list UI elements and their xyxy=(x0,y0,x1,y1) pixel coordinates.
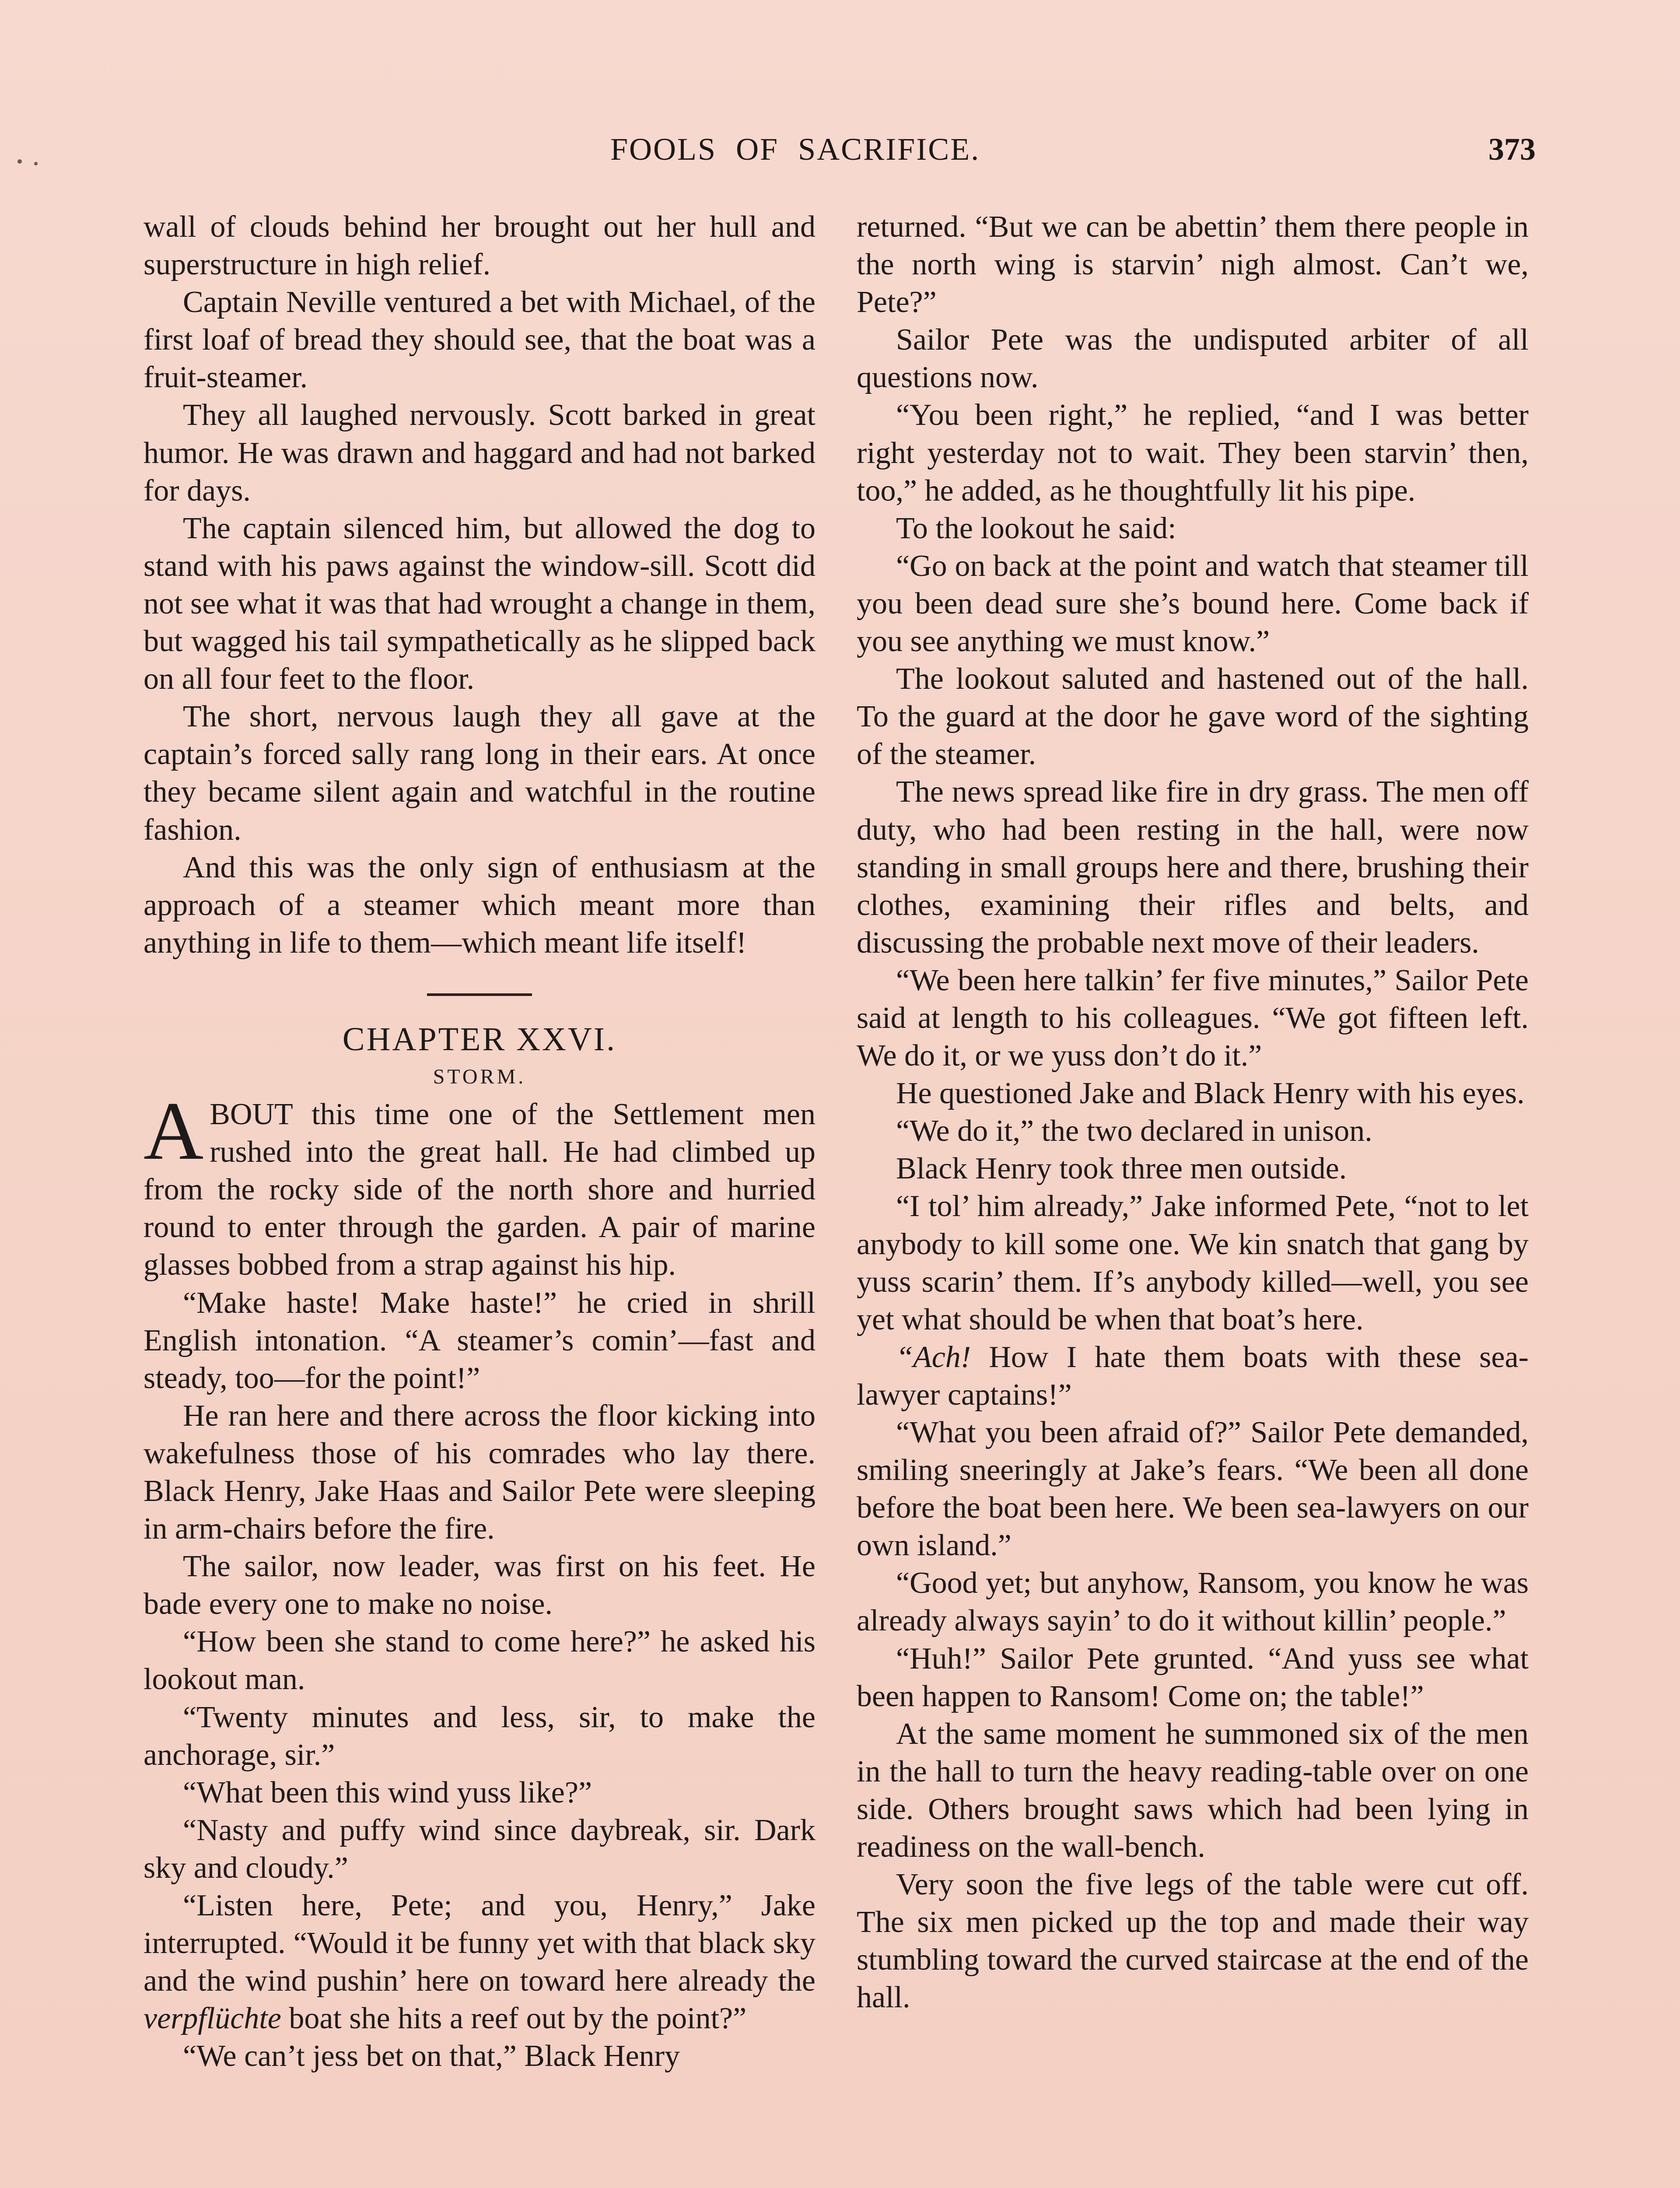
paragraph: And this was the only sign of enthusiasm at the approach of a steamer which meant more than anything in life to them—which meant life itself! xyxy=(144,850,816,960)
paragraph: “Twenty minutes and less, sir, to make the anchorage, sir.” xyxy=(144,1700,816,1772)
paragraph: “Go on back at the point and watch that steamer till you been dead sure she’s bound here. Come back if you see anything we must know.” xyxy=(857,549,1529,659)
paragraph: wall of clouds behind her brought out her hull and superstructure in high relief. xyxy=(144,210,816,282)
paragraph: “What been this wind yuss like?” xyxy=(183,1775,592,1809)
running-head xyxy=(610,131,980,168)
paragraph: The lookout saluted and hastened out of the hall. To the guard at the door he gave word of the sighting of the steamer. xyxy=(857,662,1529,771)
chapter-subtitle: STORM. xyxy=(433,1065,526,1088)
paragraph-text: boat she hits a reef out by the point?” xyxy=(281,2002,747,2036)
paragraph: Captain Neville ventured a bet with Michael, of the first loaf of bread they should see, that the boat was a fruit-steamer. xyxy=(144,285,816,395)
italic-word: verpflüchte xyxy=(144,2002,281,2036)
paragraph: “What you been afraid of?” Sailor Pete demanded, smiling sneeringly at Jake’s fears. “We been all done before the boat been here. We been sea-lawyers on our own island.” xyxy=(857,1416,1529,1563)
paragraph: To the lookout he said: xyxy=(896,511,1176,545)
left-column xyxy=(144,208,816,2076)
chapter-first-paragraph xyxy=(144,1085,816,1284)
chapter-title: CHAPTER XXVI. xyxy=(342,1020,617,1058)
paragraph: “Nasty and puffy wind since daybreak, sir. Dark sky and cloudy.” xyxy=(144,1813,816,1885)
paragraph xyxy=(857,1339,1529,1414)
paragraph-text: “Listen here, Pete; and you, Henry,” Jake interrupted. “Would it be funny yet with that black sky and the wind pushin’ here on toward here already the xyxy=(144,1889,816,1998)
paragraph: The news spread like fire in dry grass. The men off duty, who had been resting in the hall, were now standing in small groups here and there, brushing their clothes, examining their rifles and belts, and discussing the probable next move of their leaders. xyxy=(857,775,1529,960)
paragraph: He ran here and there across the floor kicking into wakefulness those of his comrades who lay there. Black Henry, Jake Haas and Sailor Pete were sleeping in arm-chairs before the fire. xyxy=(144,1399,816,1546)
paragraph: “Good yet; but anyhow, Ransom, you know he was already always sayin’ to do it without killin’ people.” xyxy=(857,1566,1529,1638)
paragraph: Black Henry took three men outside. xyxy=(896,1152,1347,1186)
paragraph: “I tol’ him already,” Jake informed Pete, “not to let anybody to kill some one. We kin snatch that gang by yuss scarin’ them. If’s anybody killed—well, you see yet what should be when that boat’s here. xyxy=(857,1189,1529,1336)
paragraph: At the same moment he summoned six of the men in the hall to turn the heavy reading-table over on one side. Others brought saws which had been lying in readiness on the wall-bench. xyxy=(857,1717,1529,1864)
paragraph: Very soon the five legs of the table were cut off. The six men picked up the top and made their way stumbling toward the curved staircase at the end of the hall. xyxy=(857,1868,1529,2015)
right-column xyxy=(857,208,1529,2017)
paragraph-text: BOUT this time one of the Settlement men rushed into the great hall. He had climbed up from the rocky side of the north shore and hurried round to enter through the garden. A pair of marine glasses bobbed from a strap against his hip. xyxy=(144,1098,816,1282)
running-head-word: SACRIFICE. xyxy=(798,132,980,167)
paragraph xyxy=(144,1887,816,2037)
paragraph: The short, nervous laugh they all gave at the captain’s forced sally rang long in their ears. At once they became silent again and watchful in the routine fashion. xyxy=(144,700,816,847)
paragraph: “Huh!” Sailor Pete grunted. “And yuss see what been happen to Ransom! Come on; the table!” xyxy=(857,1641,1529,1713)
italic-word: “Ach! xyxy=(896,1340,971,1374)
paragraph: returned. “But we can be abettin’ them there people in the north wing is starvin’ nigh almost. Can’t we, Pete?” xyxy=(857,210,1529,319)
paragraph: They all laughed nervously. Scott barked in great humor. He was drawn and haggard and had not barked for days. xyxy=(144,398,816,508)
paragraph: The captain silenced him, but allowed the dog to stand with his paws against the window-sill. Scott did not see what it was that had wrought a change in them, but wagged his tail sympathetically as he slipped back on all four feet to the floor. xyxy=(144,511,816,696)
paragraph-text: How I hate them boats with these sea-lawyer captains!” xyxy=(857,1340,1529,1412)
page-number: 373 xyxy=(1488,132,1536,167)
paragraph: “How been she stand to come here?” he asked his lookout man. xyxy=(144,1625,816,1697)
paragraph: The sailor, now leader, was first on his feet. He bade every one to make no noise. xyxy=(144,1550,816,1621)
paragraph: “You been right,” he replied, “and I was better right yesterday not to wait. They been starvin’ then, too,” he added, as he thoughtfully lit his pipe. xyxy=(857,398,1529,508)
paper-speck xyxy=(18,159,22,164)
paragraph: “We do it,” the two declared in unison. xyxy=(896,1114,1372,1148)
section-divider xyxy=(427,993,532,996)
drop-cap: A xyxy=(144,1085,204,1178)
paragraph: “We can’t jess bet on that,” Black Henry xyxy=(183,2039,680,2073)
running-head-word: FOOLS xyxy=(610,132,717,167)
running-head-word: OF xyxy=(736,132,779,167)
paragraph: He questioned Jake and Black Henry with his eyes. xyxy=(896,1076,1525,1111)
paragraph: Sailor Pete was the undisputed arbiter of all questions now. xyxy=(857,323,1529,395)
paragraph: “We been here talkin’ fer five minutes,” Sailor Pete said at length to his colleagues. “We got fifteen left. We do it, or we yuss don’t do it.” xyxy=(857,963,1529,1073)
paper-speck xyxy=(34,162,38,165)
paragraph: “Make haste! Make haste!” he cried in shrill English intonation. “A steamer’s comin’—fast and steady, too—for the point!” xyxy=(144,1286,816,1395)
